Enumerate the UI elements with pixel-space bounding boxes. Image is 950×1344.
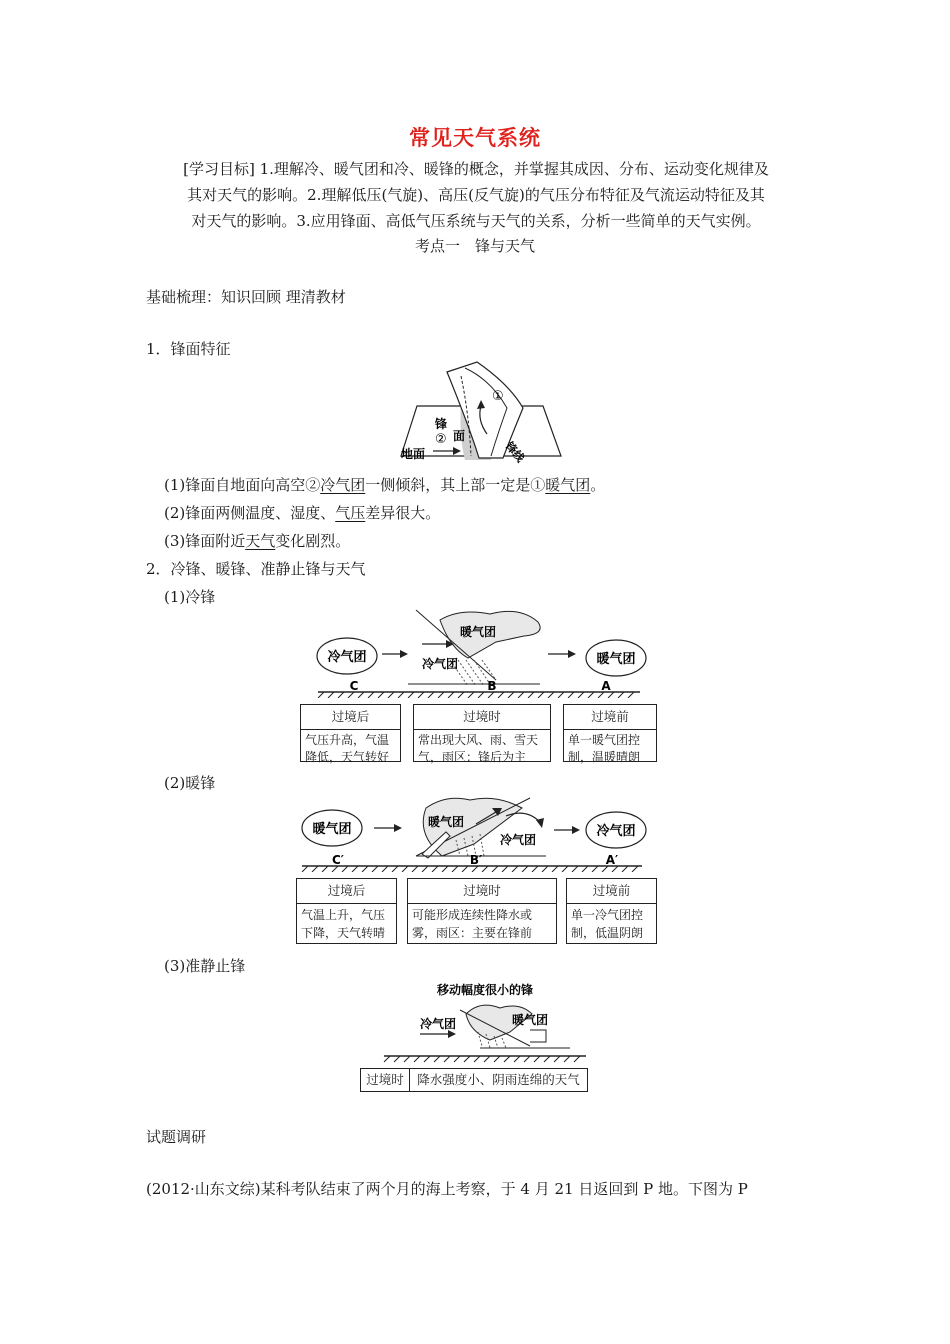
row-head: 过境时 — [361, 1069, 410, 1091]
warm-left-mass-label: 暖气团 — [312, 822, 352, 837]
objective-line-1: [学习目标] 1.理解冷、暖气团和冷、暖锋的概念，并掌握其成因、分布、运动变化规律及 — [183, 160, 769, 178]
point-b-label: B — [487, 679, 497, 693]
cold-left-mass-label: 冷气团 — [327, 650, 367, 665]
stationary-warm-mass-label: 暖气团 — [511, 1013, 549, 1027]
kaodian-heading: 考点一 锋与天气 — [414, 237, 535, 255]
stationary-front-label: (3)准静止锋 — [164, 957, 246, 975]
answer-weather: 天气 — [245, 532, 276, 550]
cold-cold-mass-label: 冷气团 — [421, 657, 459, 671]
cold-warm-mass-label: 暖气团 — [459, 625, 497, 639]
box-body: 单一冷气团控制，低温阴朗 — [571, 908, 644, 940]
answer-warm-mass: 暖气团 — [545, 476, 591, 494]
cold-front-diagram — [300, 608, 655, 698]
circle-1-label: ① — [492, 389, 504, 404]
box-head: 过境前 — [564, 705, 656, 730]
answer-pressure: 气压 — [335, 504, 366, 522]
warm-right-mass-label: 冷气团 — [596, 824, 636, 839]
warm-front-label: (2)暖锋 — [164, 774, 216, 792]
shiti-heading: 试题调研 — [146, 1128, 207, 1146]
stationary-cold-mass-label: 冷气团 — [419, 1017, 457, 1031]
jichu-heading: 基础梳理：知识回顾 理清教材 — [146, 288, 346, 306]
box-head: 过境后 — [297, 879, 396, 904]
front-feature-1: (1)锋面自地面向高空②冷气团一侧倾斜，其上部一定是①暖气团。 — [164, 476, 606, 494]
page-title: 常见天气系统 — [409, 125, 541, 150]
point-c-label: C — [349, 679, 359, 693]
cold-before-box — [563, 704, 657, 762]
box-head: 过境时 — [414, 705, 550, 730]
cold-during-box — [413, 704, 551, 762]
objective-line-3: 对天气的影响。3.应用锋面、高低气压系统与天气的关系，分析一些简单的天气实例。 — [191, 212, 761, 230]
fengxian-label: 锋线 — [502, 439, 527, 465]
feng-label: 锋 — [435, 417, 448, 431]
warm-warm-mass-label: 暖气团 — [427, 815, 465, 829]
front-feature-3: (3)锋面附近天气变化剧烈。 — [164, 532, 351, 550]
cold-right-mass-label: 暖气团 — [596, 652, 636, 667]
front-surface-figure — [395, 360, 565, 468]
point-c-prime-label: C′ — [332, 853, 344, 867]
section-1-heading: 1．锋面特征 — [146, 340, 231, 358]
warm-during-box — [407, 878, 557, 944]
learning-objectives — [146, 156, 806, 234]
objective-line-2: 其对天气的影响。2.理解低压(气旋)、高压(反气旋)的气压分布特征及气流运动特征及其 — [187, 186, 765, 204]
stationary-row — [360, 1068, 588, 1092]
dimian-label: 地面 — [401, 447, 426, 461]
box-body: 单一暖气团控制，温暖晴朗 — [568, 733, 641, 764]
box-body: 气压升高，气温降低，天气转好 — [305, 733, 390, 764]
cold-front-label: (1)冷锋 — [164, 588, 216, 606]
warm-front-diagram — [296, 794, 658, 872]
row-body: 降水强度小、阴雨连绵的天气 — [417, 1072, 580, 1087]
box-head: 过境时 — [408, 879, 556, 904]
stationary-front-diagram — [380, 980, 590, 1064]
warm-cold-mass-label: 冷气团 — [499, 833, 537, 847]
warm-after-box — [296, 878, 397, 944]
cold-after-box — [300, 704, 401, 762]
mian-label: 面 — [453, 429, 466, 443]
question-text: (2012·山东文综)某科考队结束了两个月的海上考察，于 4 月 21 日返回到 P 地。下图为 P — [146, 1180, 748, 1198]
point-b-prime-label: B′ — [469, 853, 483, 867]
box-head: 过境后 — [301, 705, 400, 730]
front-feature-2: (2)锋面两侧温度、湿度、气压差异很大。 — [164, 504, 441, 522]
circle-2-label: ② — [435, 432, 447, 447]
warm-before-box — [566, 878, 657, 944]
box-body: 常出现大风、雨、雪天气，雨区：锋后为主 — [418, 733, 539, 764]
box-body: 可能形成连续性降水或雾，雨区：主要在锋前 — [412, 908, 533, 940]
answer-cold-mass: 冷气团 — [320, 476, 366, 494]
point-a-label: A — [601, 679, 611, 693]
box-head: 过境前 — [567, 879, 656, 904]
point-a-prime-label: A′ — [605, 853, 619, 867]
stationary-caption: 移动幅度很小的锋 — [436, 983, 534, 997]
box-body: 气温上升，气压下降，天气转晴 — [301, 908, 386, 940]
section-2-heading: 2．冷锋、暖锋、准静止锋与天气 — [146, 560, 366, 578]
